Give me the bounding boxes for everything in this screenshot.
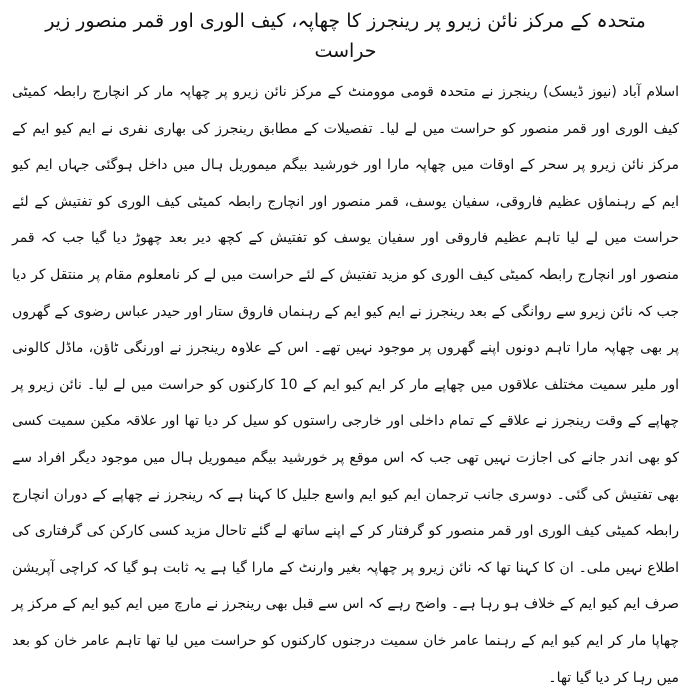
news-article bbox=[12, 6, 679, 696]
article-headline: متحدہ کے مرکز نائن زیرو پر رینجرز کا چھاپہ، کیف الوری اور قمر منصور زیر حراست bbox=[45, 10, 646, 62]
article-body: اسلام آباد (نیوز ڈیسک) رینجرز نے متحدہ قومی موومنٹ کے مرکز نائن زیرو پر چھاپہ مار کر انچارج رابطہ کمیٹی کیف الوری اور قمر منصور کو حراست میں لے لیا۔ تفصیلات کے مطابق رینجرز کی بھاری نفری نے ایم کیو ایم کے مرکز نائن زیرو پر سحر کے اوقات میں چھاپہ مارا اور خورشید بیگم میموریل ہال میں داخل ہوگئی جہاں ایم کیو ایم کے رہنماؤں عظیم فاروقی، سفیان یوسف، قمر منصور اور انچارج رابطہ کمیٹی کیف الوری کو تفتیش کے لئے حراست میں لے لیا تاہم عظیم فاروقی اور سفیان یوسف کو تفتیش کے کچھ دیر بعد چھوڑ دیا گیا جب کہ قمر منصور اور انچارج رابطہ کمیٹی کیف الوری کو مزید تفتیش کے لئے حراست میں لے کر نامعلوم مقام پر منتقل کر دیا جب کہ نائن زیرو سے روانگی کے بعد رینجرز نے ایم کیو ایم کے رہنماں فاروق ستار اور حیدر عباس رضوی کے گھروں پر بھی چھاپہ مارا تاہم دونوں اپنے گھروں پر موجود نہیں تھے۔ اس کے علاوہ رینجرز نے اورنگی ٹاؤن، ماڈل کالونی اور ملیر سمیت مختلف علاقوں میں چھاپے مار کر ایم کیو ایم کے 10 کارکنوں کو حراست میں لے لیا۔ نائن زیرو پر چھاپے کے وقت رینجرز نے علاقے کے تمام داخلی اور خارجی راستوں کو سیل کر دیا تھا اور علاقہ مکین سمیت کسی کو بھی اندر جانے کی اجازت نہیں تھی جب کہ اس موقع پر خورشید بیگم میموریل ہال میں موجود دیگر افراد سے بھی تفتیش کی گئی۔ دوسری جانب ترجمان ایم کیو ایم واسع جلیل کا کہنا ہے کہ رینجرز نے چھاپے کے دوران انچارج رابطہ کمیٹی کیف الوری اور قمر منصور کو گرفتار کر کے اپنے ساتھ لے گئے تاحال مزید کسی کارکن کی گرفتاری کی اطلاع نہیں ملی۔ ان کا کہنا تھا کہ نائن زیرو پر چھاپہ بغیر وارنٹ کے مارا گیا ہے یہ ثابت ہو گیا کہ کراچی آپریشن صرف ایم کیو ایم کے خلاف ہو رہا ہے۔ واضح رہے کہ اس سے قبل بھی رینجرز نے مارچ میں ایم کیو ایم کے مرکز پر چھاپا مار کر ایم کیو ایم کے رہنما عامر خان سمیت درجنوں کارکنوں کو حراست میں لیا تھا تاہم عامر خان کو بعد میں رہا کر دیا گیا تھا۔ bbox=[12, 84, 679, 686]
